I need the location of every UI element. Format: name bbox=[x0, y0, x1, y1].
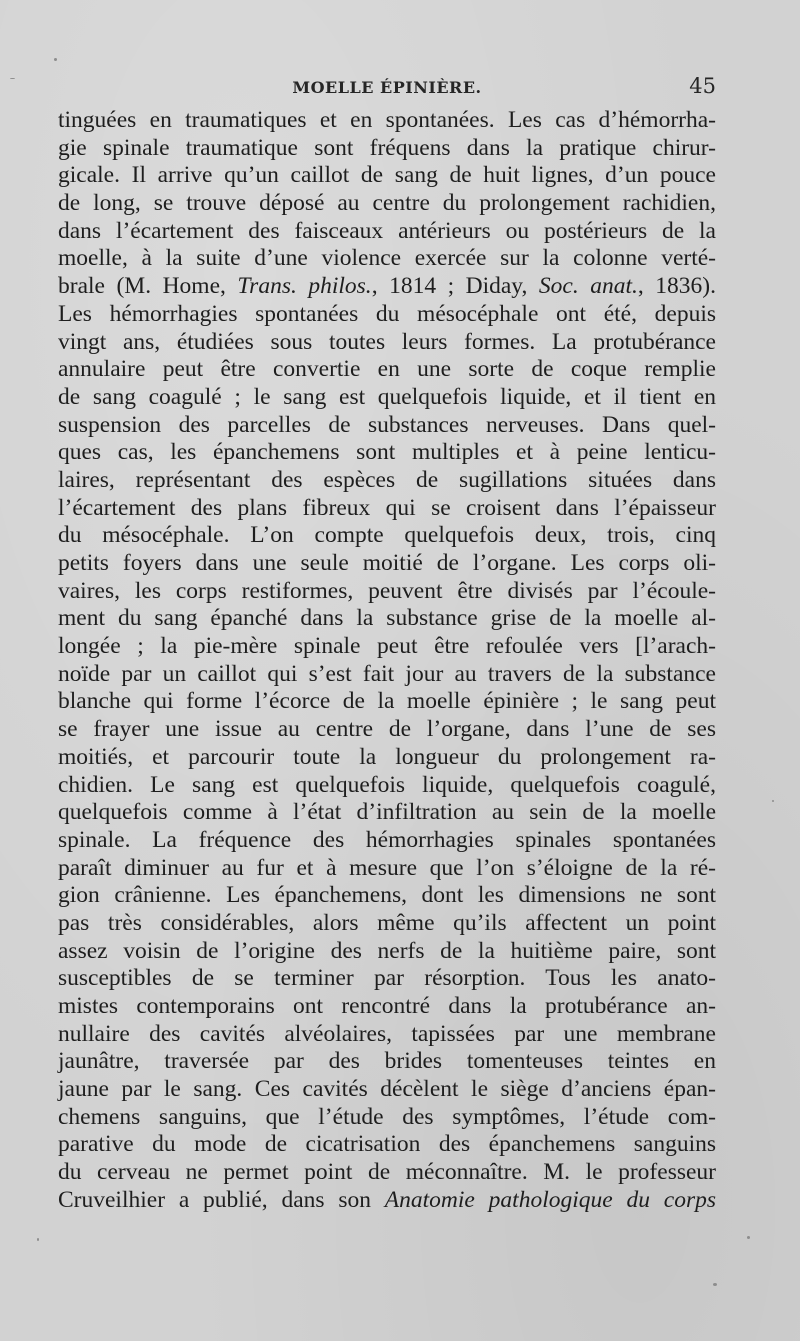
text-line bbox=[58, 661, 716, 689]
text-segment: se frayer une issue au centre de l’organe, dans l’une de ses bbox=[58, 716, 716, 743]
text-line bbox=[58, 1021, 716, 1049]
body-text bbox=[58, 107, 716, 1215]
text-segment: brale (M. Home, bbox=[58, 273, 238, 300]
text-line bbox=[58, 799, 716, 827]
text-line bbox=[58, 993, 716, 1021]
text-line bbox=[58, 1076, 716, 1104]
text-line bbox=[58, 716, 716, 744]
text-line bbox=[58, 412, 716, 440]
running-head bbox=[58, 76, 716, 102]
paper-speck bbox=[10, 78, 15, 79]
text-segment: gie spinale traumatique sont fréquens dans la pratique chirur- bbox=[58, 134, 716, 161]
text-line bbox=[58, 135, 716, 163]
text-segment: ment du sang épanché dans la substance grise de la moelle al- bbox=[58, 605, 716, 632]
text-segment: , 1814 ; Diday, bbox=[371, 273, 539, 300]
text-line bbox=[58, 744, 716, 772]
text-segment: assez voisin de l’origine des nerfs de la huitième paire, sont bbox=[58, 937, 716, 964]
text-segment: du cerveau ne permet point de méconnaître. M. le professeur bbox=[58, 1159, 716, 1186]
paper-speck bbox=[713, 1283, 717, 1286]
text-segment: vingt ans, étudiées sous toutes leurs formes. La protubérance bbox=[58, 328, 716, 355]
text-line bbox=[58, 550, 716, 578]
paper-speck bbox=[747, 1236, 750, 1239]
text-line bbox=[58, 605, 716, 633]
text-segment: paraît diminuer au fur et à mesure que l’on s’éloigne de la ré- bbox=[58, 854, 716, 881]
text-segment: gion crânienne. Les épanchemens, dont les dimensions ne sont bbox=[58, 882, 716, 909]
text-segment: vaires, les corps restiformes, peuvent être divisés par l’écoule- bbox=[58, 577, 716, 604]
text-segment: tinguées en traumatiques et en spontanées. Les cas d’hémorrha- bbox=[58, 107, 716, 133]
text-segment: jaunâtre, traversée par des brides tomenteuses teintes en bbox=[58, 1048, 716, 1075]
text-line bbox=[58, 245, 716, 273]
text-line bbox=[58, 329, 716, 357]
text-line bbox=[58, 439, 716, 467]
text-segment: gicale. Il arrive qu’un caillot de sang de huit lignes, d’un pouce bbox=[58, 162, 716, 189]
text-segment: chemens sanguins, que l’étude des symptômes, l’étude com- bbox=[58, 1103, 716, 1130]
italic-text: Soc. anat. bbox=[538, 273, 638, 300]
text-line bbox=[58, 162, 716, 190]
text-line bbox=[58, 273, 716, 301]
text-line bbox=[58, 301, 716, 329]
text-segment: noïde par un caillot qui s’est fait jour au travers de la substance bbox=[58, 660, 716, 687]
text-line bbox=[58, 688, 716, 716]
text-line bbox=[58, 910, 716, 938]
text-line bbox=[58, 495, 716, 523]
text-segment: jaune par le sang. Ces cavités décèlent le siège d’anciens épan- bbox=[58, 1076, 716, 1103]
text-segment: parative du mode de cicatrisation des épanchemens sanguins bbox=[58, 1131, 716, 1158]
text-line bbox=[58, 467, 716, 495]
running-title: MOELLE ÉPINIÈRE. bbox=[292, 78, 482, 97]
text-line bbox=[58, 772, 716, 800]
page-number: 45 bbox=[689, 74, 716, 98]
paper-speck bbox=[772, 800, 774, 802]
text-line bbox=[58, 1104, 716, 1132]
italic-text: Anatomie pathologique du corps bbox=[384, 1186, 716, 1213]
text-segment: du mésocéphale. L’on compte quelquefois deux, trois, cinq bbox=[58, 522, 716, 549]
text-segment: ques cas, les épanchemens sont multiples et à peine lenticu- bbox=[58, 439, 716, 466]
text-line bbox=[58, 522, 716, 550]
text-segment: moitiés, et parcourir toute la longueur du prolongement ra- bbox=[58, 743, 716, 770]
text-segment: blanche qui forme l’écorce de la moelle épinière ; le sang peut bbox=[58, 688, 716, 715]
text-segment: suspension des parcelles de substances nerveuses. Dans quel- bbox=[58, 411, 716, 438]
paper-speck bbox=[37, 1238, 39, 1241]
text-line bbox=[58, 938, 716, 966]
text-line bbox=[58, 1159, 716, 1187]
text-segment: pas très considérables, alors même qu’ils affectent un point bbox=[58, 909, 716, 936]
text-line bbox=[58, 578, 716, 606]
text-segment: longée ; la pie-mère spinale peut être refoulée vers [l’arach- bbox=[58, 633, 716, 660]
text-line bbox=[58, 384, 716, 412]
text-segment: chidien. Le sang est quelquefois liquide, quelquefois coagulé, bbox=[58, 771, 716, 798]
text-line bbox=[58, 633, 716, 661]
text-line bbox=[58, 1131, 716, 1159]
text-line bbox=[58, 1048, 716, 1076]
paper-speck bbox=[54, 58, 57, 61]
text-segment: susceptibles de se terminer par résorption. Tous les anato- bbox=[58, 965, 716, 992]
text-segment: spinale. La fréquence des hémorrhagies spinales spontanées bbox=[58, 826, 716, 853]
text-line bbox=[58, 107, 716, 135]
text-line bbox=[58, 218, 716, 246]
text-segment: moelle, à la suite d’une violence exercée sur la colonne verté- bbox=[58, 245, 716, 272]
text-segment: petits foyers dans une seule moitié de l’organe. Les corps oli- bbox=[58, 550, 716, 576]
text-segment: nullaire des cavités alvéolaires, tapissées par une membrane bbox=[58, 1020, 716, 1047]
text-segment: annulaire peut être convertie en une sorte de coque remplie bbox=[58, 356, 716, 383]
text-segment: Les hémorrhagies spontanées du mésocéphale ont été, depuis bbox=[58, 300, 716, 327]
text-segment: , 1836). bbox=[637, 273, 716, 300]
text-segment: mistes contemporains ont rencontré dans la protubérance an- bbox=[58, 993, 716, 1019]
text-segment: Cruveilhier a publié, dans son bbox=[58, 1186, 385, 1213]
text-line bbox=[58, 855, 716, 883]
text-line bbox=[58, 827, 716, 855]
text-line bbox=[58, 965, 716, 993]
text-segment: de long, se trouve déposé au centre du prolongement rachidien, bbox=[58, 190, 716, 217]
text-line bbox=[58, 356, 716, 384]
text-line bbox=[58, 882, 716, 910]
text-line bbox=[58, 190, 716, 218]
text-segment: laires, représentant des espèces de sugillations situées dans bbox=[58, 466, 716, 493]
text-segment: quelquefois comme à l’état d’infiltration au sein de la moelle bbox=[58, 799, 716, 826]
text-segment: l’écartement des plans fibreux qui se croisent dans l’épaisseur bbox=[58, 494, 716, 521]
text-segment: de sang coagulé ; le sang est quelquefois liquide, et il tient en bbox=[58, 383, 716, 410]
text-segment: dans l’écartement des faisceaux antérieurs ou postérieurs de la bbox=[58, 217, 716, 244]
italic-text: Trans. philos. bbox=[237, 273, 372, 300]
text-line bbox=[58, 1187, 716, 1215]
